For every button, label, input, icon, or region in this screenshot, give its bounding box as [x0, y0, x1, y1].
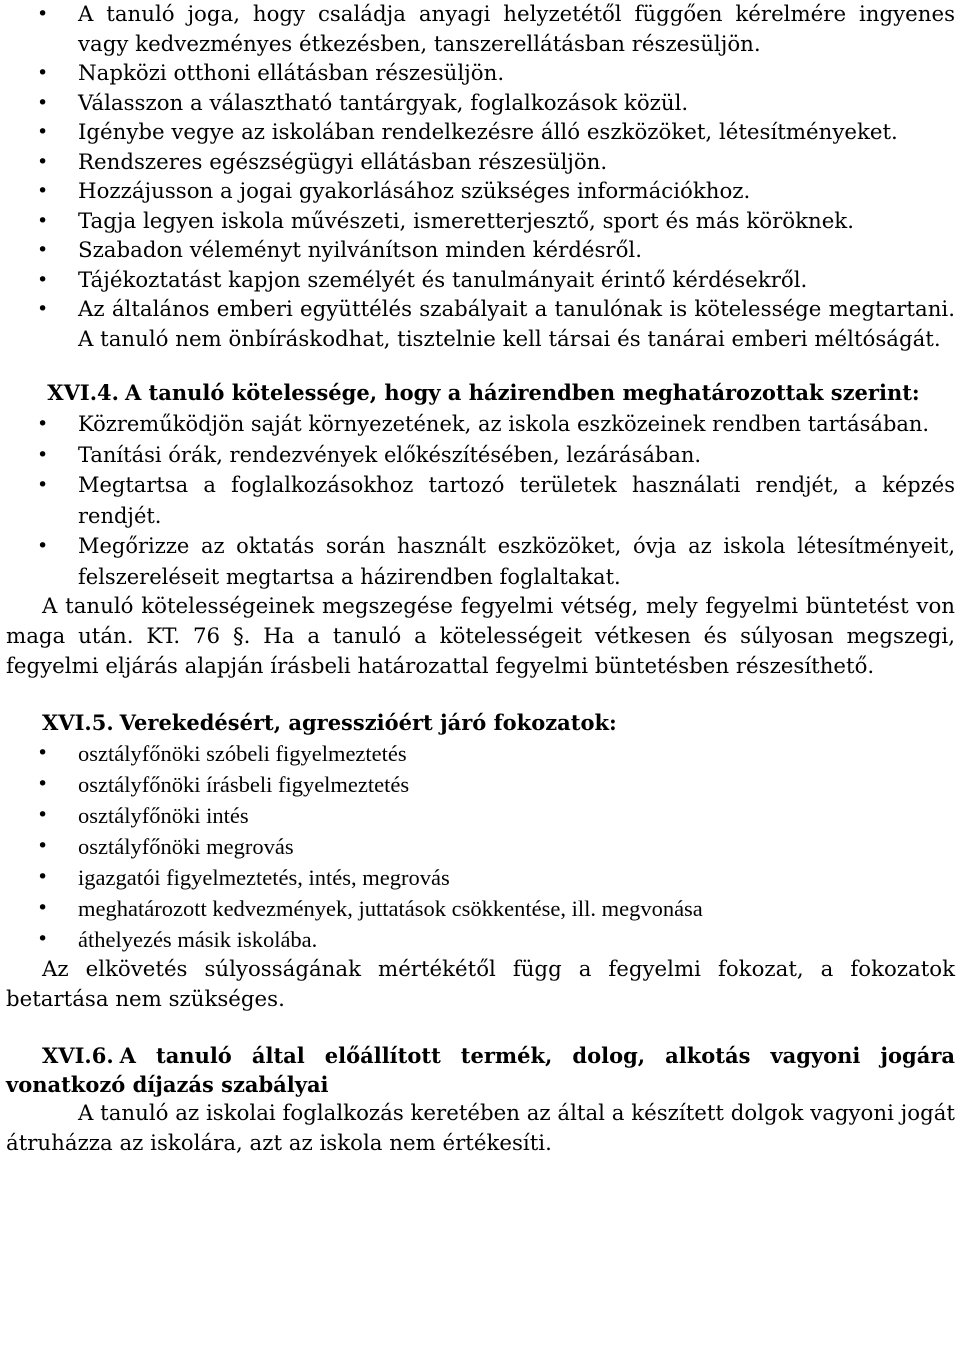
list-item: • Az általános emberi együttélés szabályait a tanulónak is kötelessége megtartani. A tanuló nem önbíráskodhat, tisztelnie kell társai és tanárai emberi méltóságát.: [37, 297, 955, 352]
bullet-icon: •: [37, 121, 49, 143]
list-item: • Válasszon a választható tantárgyak, foglalkozások közül.: [6, 89, 955, 119]
list-item: • Hozzájusson a jogai gyakorlásához szükséges információkhoz.: [6, 177, 955, 207]
bullet-icon: •: [37, 897, 49, 919]
bullet-icon: •: [37, 180, 49, 202]
bullet-icon: •: [37, 413, 49, 435]
list-item: • Tagja legyen iskola művészeti, ismeretterjesztő, sport és más köröknek.: [6, 207, 955, 237]
section-heading: [6, 708, 955, 737]
list-item: • Szabadon véleményt nyilvánítson minden kérdésről.: [6, 236, 955, 266]
bullet-icon: •: [37, 474, 49, 496]
rights-transfer-paragraph: A tanuló az iskolai foglalkozás keretében az által a készített dolgok vagyoni jogát átruházza az iskolára, azt az iskola nem értékesíti.: [6, 1101, 955, 1156]
bullet-icon: •: [37, 773, 49, 795]
section-heading: [6, 1041, 955, 1099]
bullet-icon: •: [37, 150, 49, 173]
bullet-icon: •: [37, 298, 49, 320]
list-item: • Rendszeres egészségügyi ellátásban részesüljön.: [6, 148, 955, 178]
bullet-icon: •: [37, 742, 49, 764]
bullet-icon: •: [37, 3, 49, 25]
section-xvi6: [6, 1041, 955, 1159]
duties-paragraph: A tanuló kötelességeinek megszegése fegyelmi vétség, mely fegyelmi büntetést von maga után. KT. 76 §. Ha a tanuló a kötelességeit vétkesen és súlyosan megszegi, fegyelmi eljárás alapján írásbeli határozattal fegyelmi büntetésben részesíthető.: [6, 594, 955, 679]
section-number: XVI.5.: [42, 710, 114, 735]
bullet-icon: •: [37, 835, 49, 857]
rights-list: [6, 0, 955, 354]
list-item: • Tanítási órák, rendezvények előkészítésében, lezárásában.: [6, 440, 955, 471]
bullet-icon: •: [37, 239, 49, 261]
list-item: • igazgatói figyelmeztetés, intés, megrovás: [6, 862, 955, 893]
bullet-icon: •: [37, 866, 49, 888]
section-number: XVI.4.: [47, 380, 119, 405]
section-heading: [6, 378, 955, 407]
sanctions-paragraph: Az elkövetés súlyosságának mértékétől függ a fegyelmi fokozat, a fokozatok betartása nem szükséges.: [6, 957, 955, 1012]
list-item: • áthelyezés másik iskolába.: [6, 924, 955, 955]
duties-list: [6, 409, 955, 592]
section-number: XVI.6.: [42, 1043, 114, 1068]
list-item: • Tájékoztatást kapjon személyét és tanulmányait érintő kérdésekről.: [6, 266, 955, 296]
list-item: • osztályfőnöki szóbeli figyelmeztetés: [6, 738, 955, 769]
list-item: • Megtartsa a foglalkozásokhoz tartozó területek használati rendjét, a képzés rendjét.: [6, 470, 955, 531]
bullet-icon: •: [37, 443, 49, 466]
list-item: • Közreműködjön saját környezetének, az iskola eszközeinek rendben tartásában.: [6, 409, 955, 440]
section-xvi4: [6, 378, 955, 682]
section-title: A tanuló által előállított termék, dolog, alkotás vagyoni jogára vonatkozó díjazás szabályai: [6, 1043, 955, 1097]
bullet-icon: •: [37, 535, 49, 557]
list-item: • Megőrizze az oktatás során használt eszközöket, óvja az iskola létesítményeit, felszereléseit megtartsa a házirendben foglaltakat.: [6, 531, 955, 592]
sanctions-list: [6, 738, 955, 955]
bullet-icon: •: [37, 268, 49, 291]
bullet-icon: •: [37, 804, 49, 826]
list-item: • A tanuló joga, hogy családja anyagi helyzetétől függően kérelmére ingyenes vagy kedvezményes étkezésben, tanszerellátásban részesüljön.: [37, 2, 955, 57]
section-xvi5: [6, 708, 955, 1015]
bullet-icon: •: [37, 209, 49, 232]
list-item: • meghatározott kedvezmények, juttatások csökkentése, ill. megvonása: [6, 893, 955, 924]
list-item: • Napközi otthoni ellátásban részesüljön.: [6, 59, 955, 89]
bullet-icon: •: [37, 62, 49, 84]
bullet-icon: •: [37, 91, 49, 114]
bullet-icon: •: [37, 928, 49, 950]
list-item: • osztályfőnöki megrovás: [6, 831, 955, 862]
list-item: • osztályfőnöki intés: [6, 800, 955, 831]
section-title: A tanuló kötelessége, hogy a házirendben meghatározottak szerint:: [124, 380, 920, 405]
list-item: • Igénybe vegye az iskolában rendelkezésre álló eszközöket, létesítményeket.: [6, 118, 955, 148]
list-item: • osztályfőnöki írásbeli figyelmeztetés: [6, 769, 955, 800]
rights-section: [6, 0, 955, 354]
section-title: Verekedésért, agresszióért járó fokozatok:: [119, 710, 617, 735]
